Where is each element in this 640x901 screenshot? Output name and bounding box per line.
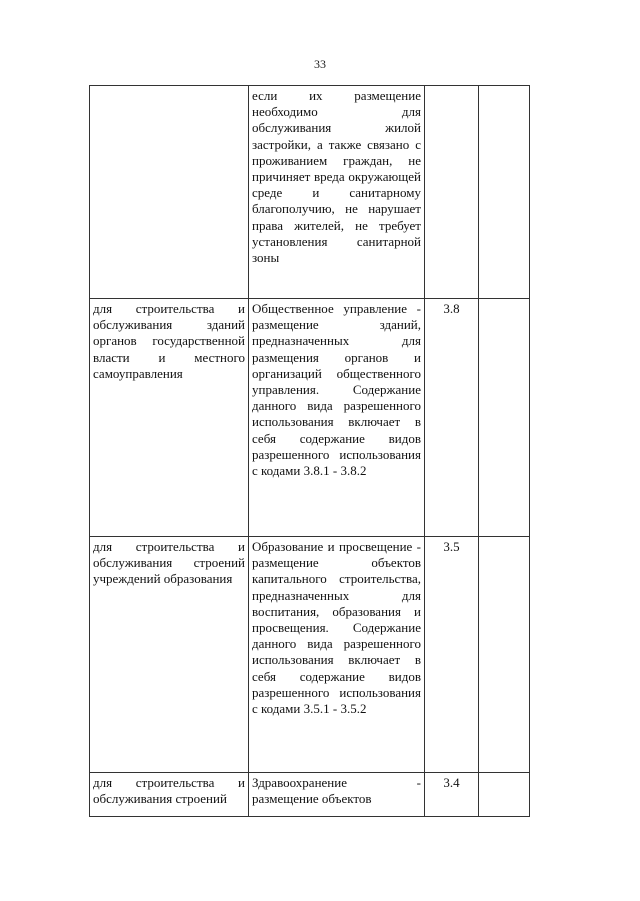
purpose-cell <box>90 86 249 299</box>
description-cell: Здравоохранение - размещение объектов <box>249 773 425 817</box>
table-row <box>90 773 530 817</box>
code-cell: 3.4 <box>425 773 479 817</box>
note-cell <box>479 773 530 817</box>
purpose-cell: для строительства и обслуживания строений <box>90 773 249 817</box>
code-cell <box>425 86 479 299</box>
description-cell: Общественное управление - размещение зданий, предназначенных для размещения органов и организаций общественного управления. Содержание данного вида разрешенного использования включает в себя содержание видов разрешенного использования с кодами 3.8.1 - 3.8.2 <box>249 299 425 537</box>
table-row <box>90 537 530 773</box>
table-row <box>90 299 530 537</box>
note-cell <box>479 537 530 773</box>
page-number: 33 <box>314 57 326 71</box>
description-cell: если их размещение необходимо для обслуживания жилой застройки, а также связано с проживанием граждан, не причиняет вреда окружающей среде и санитарному благополучию, не нарушает права жителей, не требует установления санитарной зоны <box>249 86 425 299</box>
purpose-cell: для строительства и обслуживания зданий органов государственной власти и местного самоуправления <box>90 299 249 537</box>
code-cell: 3.8 <box>425 299 479 537</box>
land-use-table <box>89 85 530 817</box>
table-row <box>90 86 530 299</box>
purpose-cell: для строительства и обслуживания строений учреждений образования <box>90 537 249 773</box>
note-cell <box>479 299 530 537</box>
code-cell: 3.5 <box>425 537 479 773</box>
note-cell <box>479 86 530 299</box>
description-cell: Образование и просвещение - размещение объектов капитального строительства, предназначенных для воспитания, образования и просвещения. Содержание данного вида разрешенного использования включает в себя содержание видов разрешенного использования с кодами 3.5.1 - 3.5.2 <box>249 537 425 773</box>
